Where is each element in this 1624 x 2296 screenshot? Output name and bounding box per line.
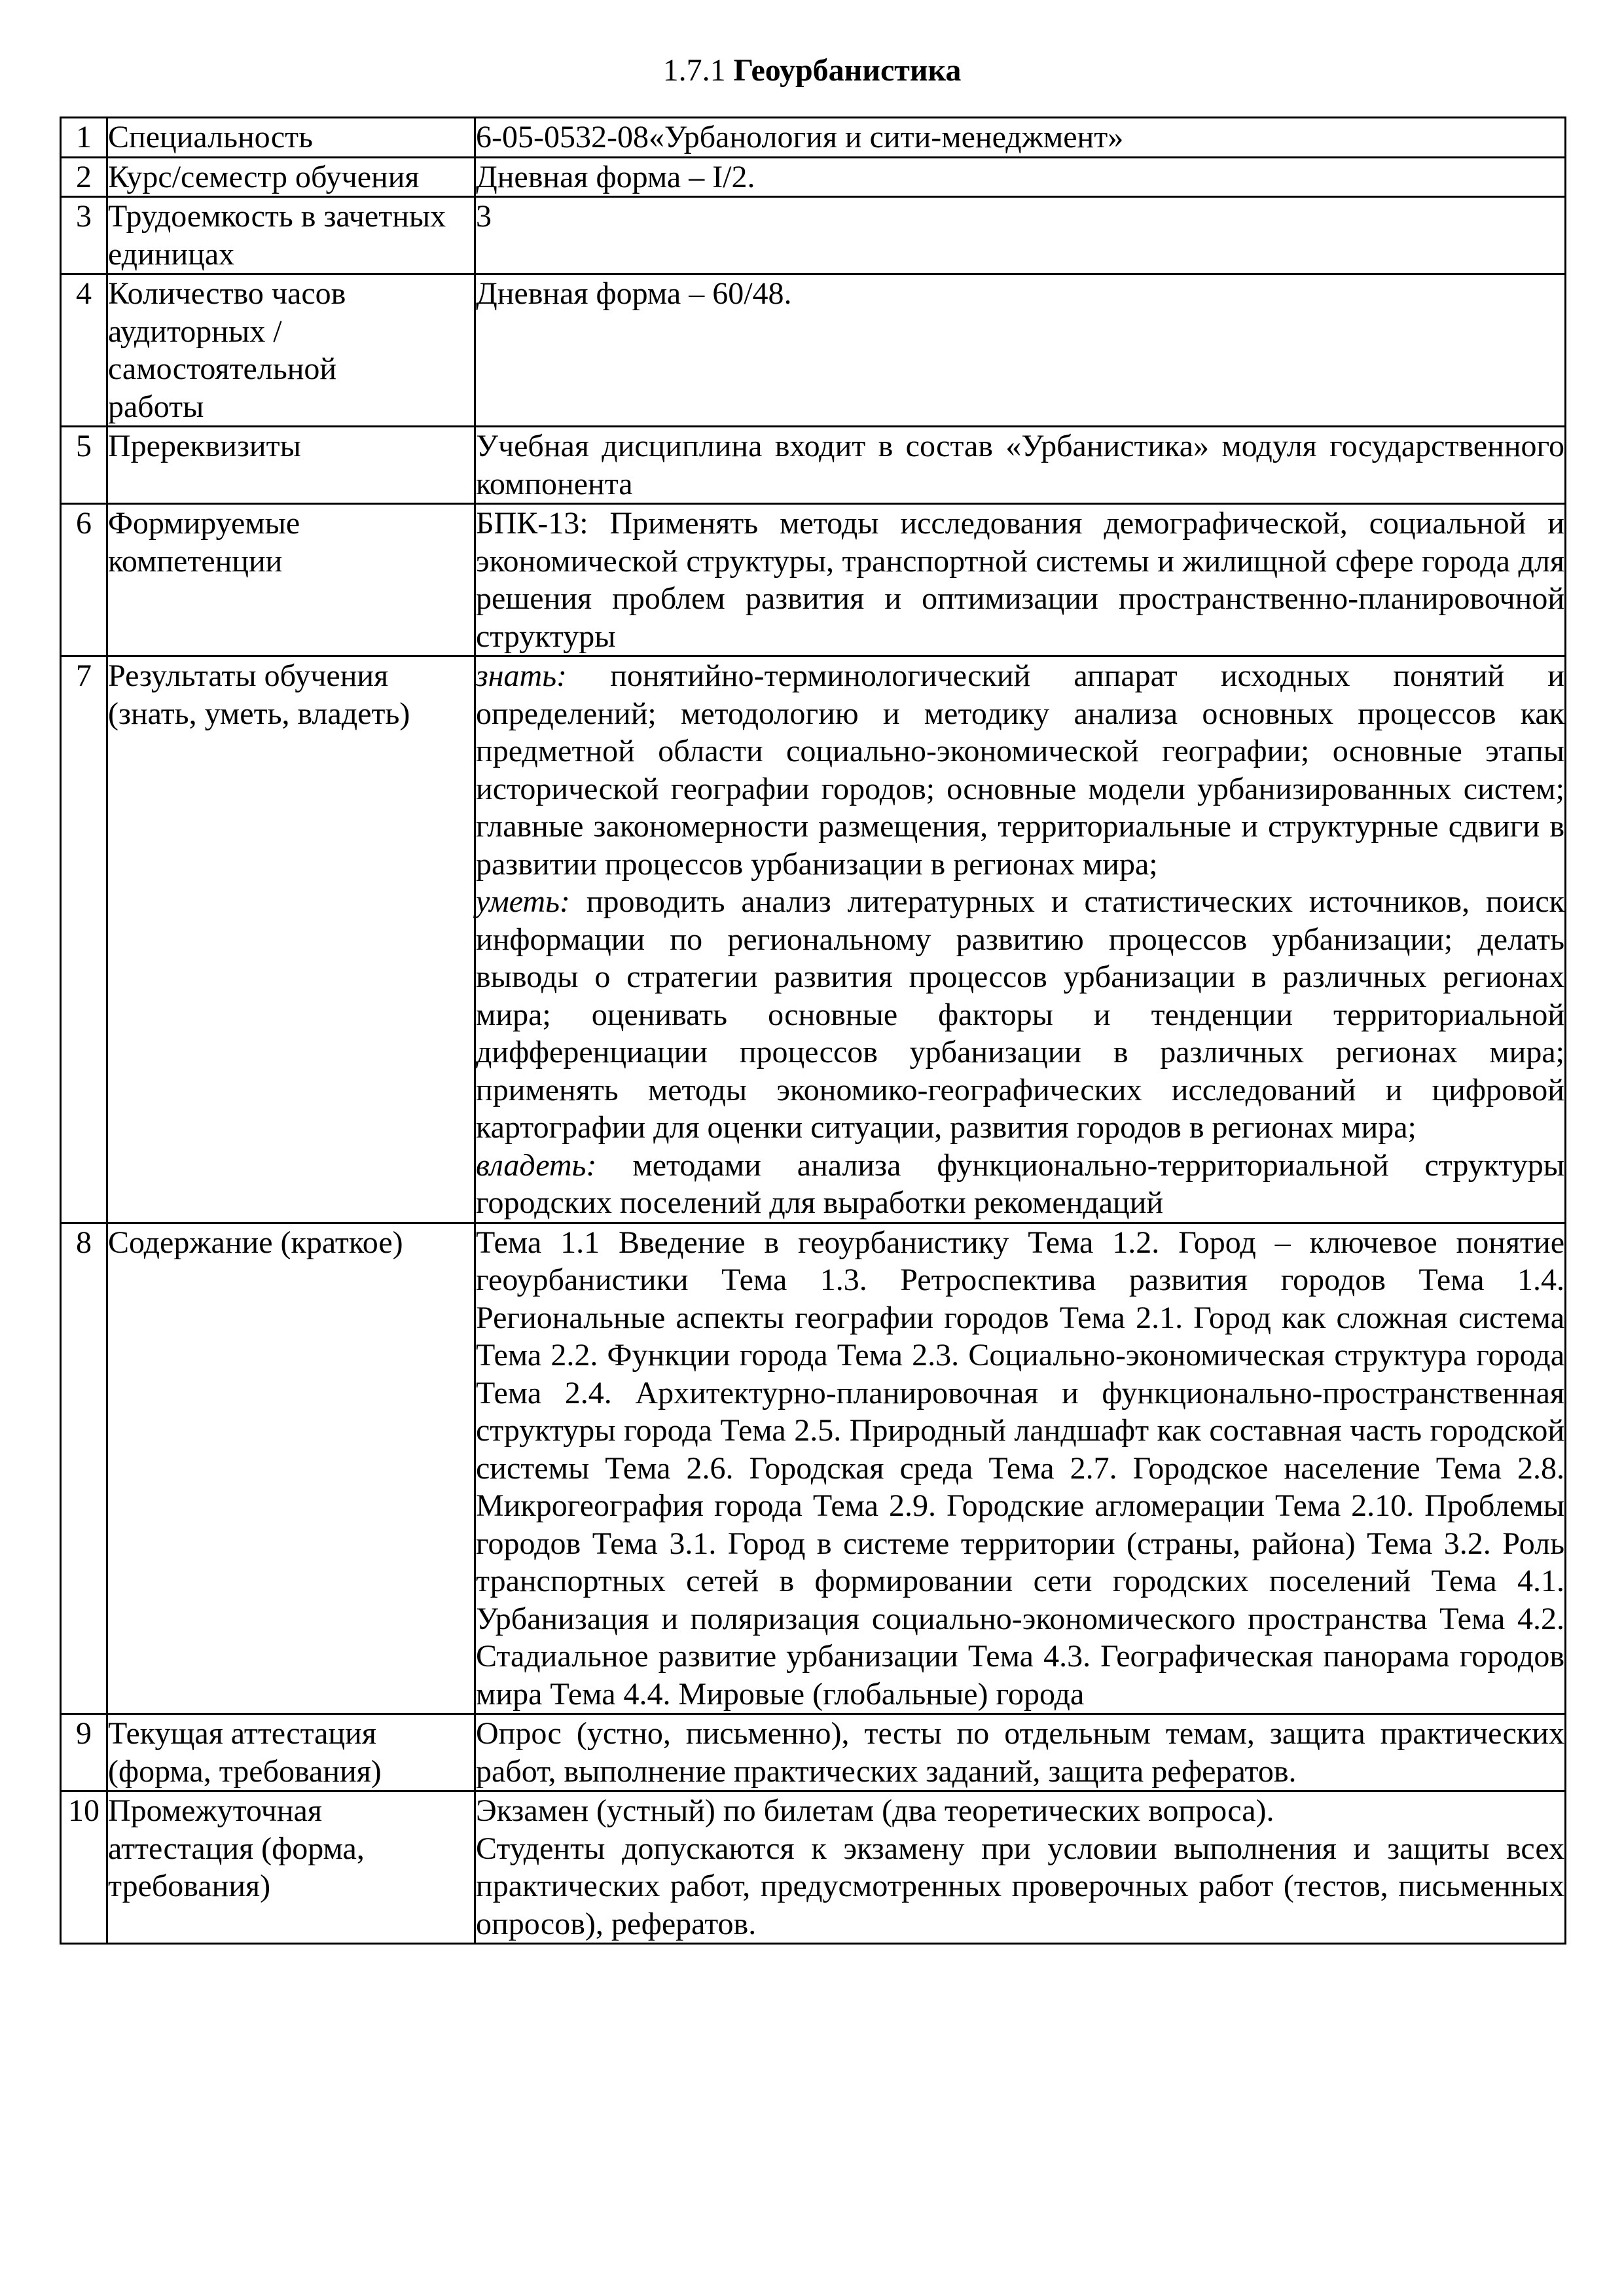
- row-value: Тема 1.1 Введение в геоурбанистику Тема 1.2. Город – ключевое понятие геоурбанистики Тема 1.3. Ретроспектива развития городов Тема 1.4. Региональные аспекты географии городов Тема 2.1. Город как сложная система Тема 2.2. Функции города Тема 2.3. Социально-экономическая структура города Тема 2.4. Архитектурно-планировочная и функционально-пространственная структуры города Тема 2.5. Природный ландшафт как составная часть городской системы Тема 2.6. Городская среда Тема 2.7. Городское население Тема 2.8. Микрогеография города Тема 2.9. Городские агломерации Тема 2.10. Проблемы городов Тема 3.1. Город в системе территории (страны, района) Тема 3.2. Роль транспортных сетей в формировании сети городских поселений Тема 4.1. Урбанизация и поляризация социально-экономического пространства Тема 4.2. Стадиальное развитие урбанизации Тема 4.3. Географическая панорама городов мира Тема 4.4. Мировые (глобальные) города: [475, 1223, 1566, 1714]
- row-value: Дневная форма – I/2.: [475, 157, 1566, 197]
- table-row: [61, 656, 1566, 1223]
- discipline-card-table: [60, 117, 1566, 1945]
- table-row: [61, 427, 1566, 504]
- table-row: [61, 1714, 1566, 1791]
- row-number: 9: [61, 1714, 107, 1791]
- exam-line: Экзамен (устный) по билетам (два теоретических вопроса).: [476, 1793, 1274, 1828]
- row-number: 1: [61, 118, 107, 158]
- row-number: 2: [61, 157, 107, 197]
- row-value: Опрос (устно, письменно), тесты по отдельным темам, защита практических работ, выполнение практических заданий, защита рефератов.: [475, 1714, 1566, 1791]
- row-number: 4: [61, 274, 107, 427]
- table-row: [61, 118, 1566, 158]
- discipline-name: Геоурбанистика: [733, 53, 962, 88]
- row-number: 7: [61, 656, 107, 1223]
- row-label: Формируемые компетенции: [107, 504, 475, 656]
- table-row: [61, 157, 1566, 197]
- row-label: Текущая аттестация (форма, требования): [107, 1714, 475, 1791]
- row-value: 6-05-0532-08«Урбанология и сити-менеджмент»: [475, 118, 1566, 158]
- table-row: [61, 1223, 1566, 1714]
- row-value: Дневная форма – 60/48.: [475, 274, 1566, 427]
- own-paragraph: [476, 1147, 1564, 1222]
- row-value: [475, 1791, 1566, 1944]
- section-number: 1.7.1: [662, 53, 726, 88]
- row-label: Трудоемкость в зачетных единицах: [107, 197, 475, 274]
- row-number: 3: [61, 197, 107, 274]
- row-number: 5: [61, 427, 107, 504]
- row-value: Учебная дисциплина входит в состав «Урбанистика» модуля государственного компонента: [475, 427, 1566, 504]
- row-label: Пререквизиты: [107, 427, 475, 504]
- row-label: Результаты обучения (знать, уметь, владеть): [107, 656, 475, 1223]
- row-value: БПК-13: Применять методы исследования демографической, социальной и экономической структуры, транспортной системы и жилищной сфере города для решения проблем развития и оптимизации пространственно-планировочной структуры: [475, 504, 1566, 656]
- row-number: 6: [61, 504, 107, 656]
- row-label: Количество часов аудиторных / самостоятельной работы: [107, 274, 475, 427]
- row-label: Содержание (краткое): [107, 1223, 475, 1714]
- table-row: [61, 504, 1566, 656]
- know-paragraph: [476, 657, 1564, 883]
- row-label: Специальность: [107, 118, 475, 158]
- page-title: [0, 51, 1624, 90]
- table-row: [61, 197, 1566, 274]
- row-number: 10: [61, 1791, 107, 1944]
- row-label: Курс/семестр обучения: [107, 157, 475, 197]
- row-label: Промежуточная аттестация (форма, требования): [107, 1791, 475, 1944]
- know-label: знать:: [476, 658, 568, 693]
- can-label: уметь:: [476, 884, 570, 919]
- table-row: [61, 274, 1566, 427]
- table-row: [61, 1791, 1566, 1944]
- own-label: владеть:: [476, 1147, 597, 1183]
- can-text: проводить анализ литературных и статистических источников, поиск информации по региональному развитию процессов урбанизации; делать выводы о стратегии развития процессов урбанизации в различных регионах мира; оценивать основные факторы и тенденции территориальной дифференциации процессов урбанизации в различных регионах мира; применять методы экономико-географических исследований и цифровой картографии для оценки ситуации, развития городов в регионах мира;: [476, 884, 1565, 1145]
- exam-conditions: Студенты допускаются к экзамену при условии выполнения и защиты всех практических работ, предусмотренных проверочных работ (тестов, письменных опросов), рефератов.: [476, 1831, 1564, 1941]
- know-text: понятийно-терминологический аппарат исходных понятий и определений; методологию и методику анализа основных процессов как предметной области социально-экономической географии; основные этапы исторической географии городов; основные модели урбанизированных систем; главные закономерности размещения, территориальные и структурные сдвиги в развитии процессов урбанизации в регионах мира;: [476, 658, 1564, 882]
- own-text: методами анализа функционально-территориальной структуры городских поселений для выработки рекомендаций: [476, 1147, 1564, 1220]
- learning-outcomes: [475, 656, 1566, 1223]
- row-number: 8: [61, 1223, 107, 1714]
- can-paragraph: [476, 883, 1564, 1147]
- row-value: 3: [475, 197, 1566, 274]
